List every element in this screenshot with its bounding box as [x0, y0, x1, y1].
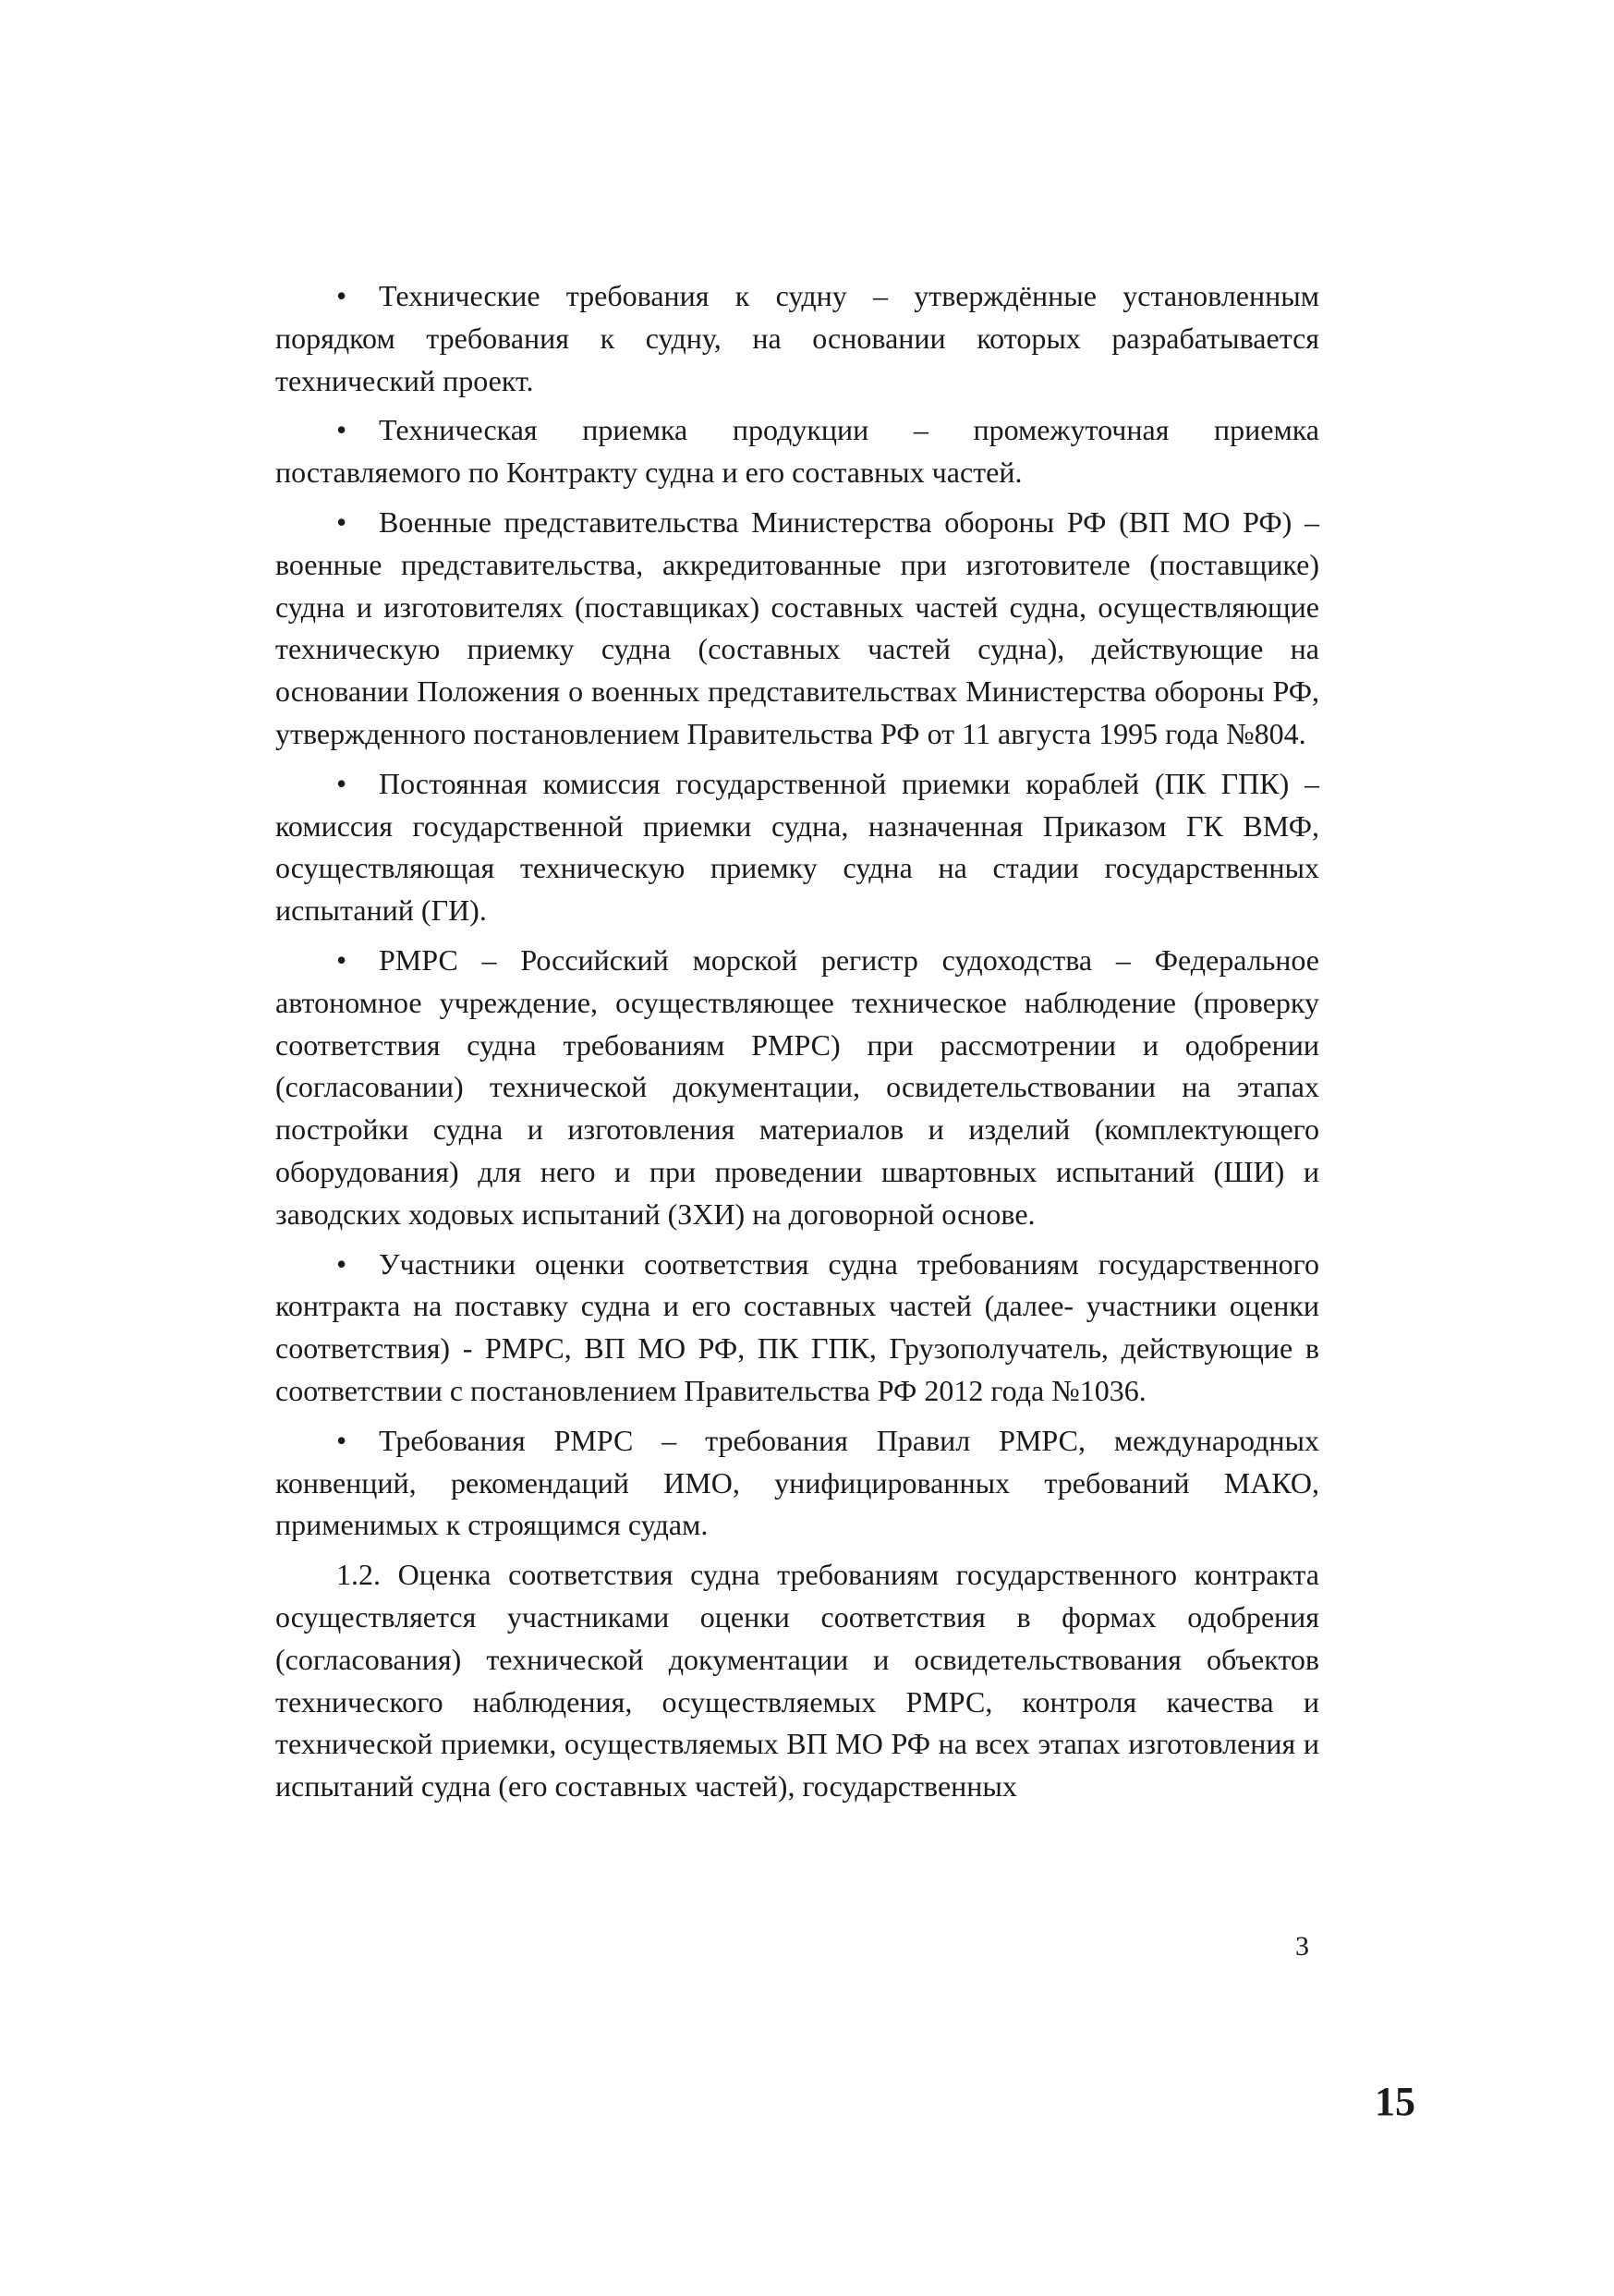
paragraph-technical-acceptance — [275, 409, 1319, 494]
paragraph-text: Участники оценки соответствия судна требованиям государственного контракта на поставку судна и его составных частей (далее- участники оценки соответствия) - РМРС, ВП МО РФ, ПК ГПК, Грузополучатель, действующие в соответствии с постановлением Правительства РФ 2012 года №1036. — [275, 1246, 1319, 1407]
bullet-icon: • — [336, 1246, 347, 1281]
document-body — [275, 275, 1319, 1816]
paragraph-technical-requirements — [275, 275, 1319, 402]
paragraph-text: Требования РМРС – требования Правил РМРС, международных конвенций, рекомендаций ИМО, унифицированных требований МАКО, применимых к строящимся судам. — [275, 1423, 1319, 1542]
paragraph-text: Военные представительства Министерства обороны РФ (ВП МО РФ) – военные представительства, аккредитованные при изготовителе (поставщике) судна и изготовителях (поставщиках) составных частей судна, осуществляющие техническую приемку судна (составных частей судна), действующие на основании Положения о военных представительствах Министерства обороны РФ, утвержденного постановлением Правительства РФ от 11 августа 1995 года №804. — [275, 504, 1319, 750]
bullet-icon: • — [336, 413, 347, 447]
paragraph-military-representations — [275, 502, 1319, 756]
page-number-large: 15 — [1375, 2079, 1415, 2124]
page-number-small: 3 — [1295, 1931, 1309, 1962]
paragraph-text: 1.2. Оценка соответствия судна требованиям государственного контракта осуществляется участниками оценки соответствия в формах одобрения (согласования) технической документации и освидетельствования объектов технического наблюдения, осуществляемых РМРС, контроля качества и технической приемки, осуществляемых ВП МО РФ на всех этапах изготовления и испытаний судна (его составных частей), государственных — [275, 1558, 1319, 1804]
paragraph-text: Постоянная комиссия государственной приемки кораблей (ПК ГПК) – комиссия государственной приемки судна, назначенная Приказом ГК ВМФ, осуществляющая техническую приемку судна на стадии государственных испытаний (ГИ). — [275, 766, 1319, 928]
paragraph-text: Техническая приемка продукции – промежуточная приемка поставляемого по Контракту судна и его составных частей. — [275, 413, 1319, 490]
paragraph-permanent-commission — [275, 763, 1319, 932]
paragraph-text: Технические требования к судну – утверждённые установленным порядком требования к судну, на основании которых разрабатывается технический проект. — [275, 279, 1319, 397]
bullet-icon: • — [336, 766, 347, 800]
bullet-icon: • — [336, 942, 347, 977]
bullet-icon: • — [336, 504, 347, 539]
paragraph-text: РМРС – Российский морской регистр судоходства – Федеральное автономное учреждение, осуществляющее техническое наблюдение (проверку соответствия судна требованиям РМРС) при рассмотрении и одобрении (согласовании) технической документации, освидетельствовании на этапах постройки судна и изготовления материалов и изделий (комплектующего оборудования) для него и при проведении швартовных испытаний (ШИ) и заводских ходовых испытаний (ЗХИ) на договорной основе. — [275, 942, 1319, 1231]
paragraph-rmrs — [275, 940, 1319, 1236]
bullet-icon: • — [336, 1423, 347, 1457]
paragraph-rmrs-requirements — [275, 1420, 1319, 1547]
bullet-icon: • — [336, 279, 347, 312]
paragraph-section-1-2 — [275, 1554, 1319, 1808]
paragraph-conformity-participants — [275, 1244, 1319, 1413]
